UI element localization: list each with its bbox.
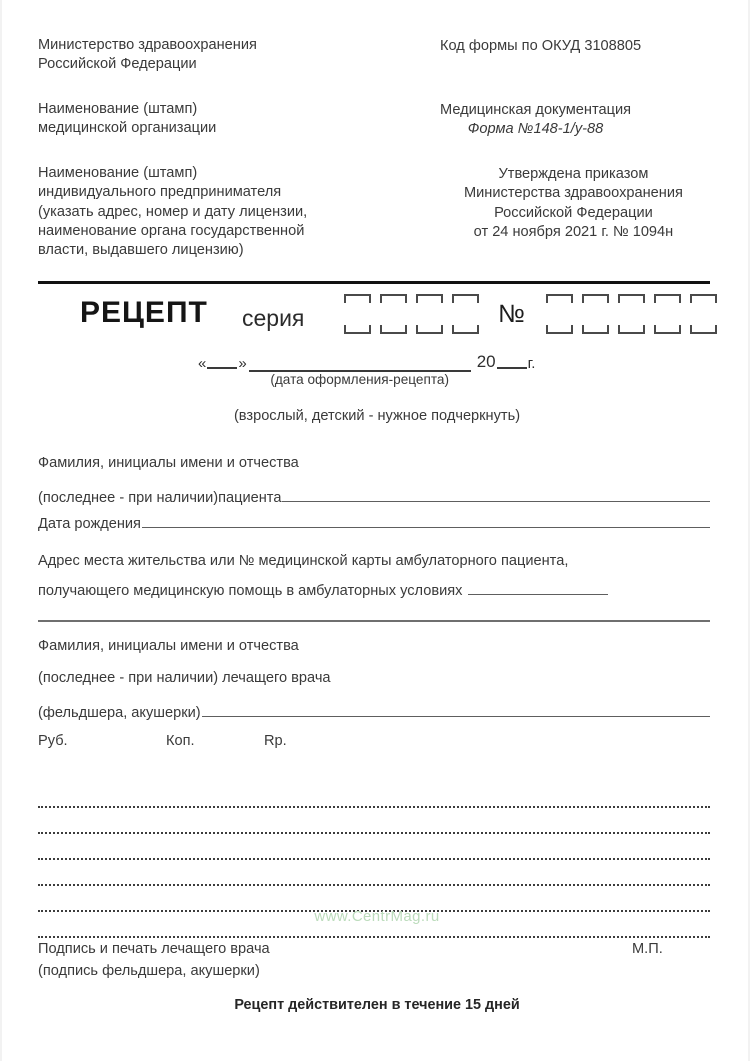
series-cell[interactable] (452, 294, 479, 334)
cell-bottom-bracket (452, 325, 479, 334)
date-month-field-wrapper[interactable] (249, 370, 471, 387)
patient-address-caption-row (38, 553, 710, 569)
approval-line-2: Министерства здравоохранения (464, 185, 683, 202)
prescription-line[interactable] (38, 860, 710, 886)
prescription-line[interactable] (38, 808, 710, 834)
page-title: РЕЦЕПТ (80, 296, 208, 329)
entrepreneur-line-2: индивидуального предпринимателя (38, 184, 282, 201)
date-year-prefix: 20 (476, 352, 496, 371)
number-cell[interactable] (654, 294, 681, 334)
patient-address-input[interactable] (468, 581, 608, 595)
doctor-signature-label: Подпись и печать лечащего врача (38, 941, 270, 957)
cell-bottom-bracket (618, 325, 645, 334)
entrepreneur-line-5: власти, выдавшего лицензию) (38, 242, 244, 258)
medical-documentation-block (440, 101, 631, 140)
patient-name-caption: Фамилия, инициалы имени и отчества (38, 455, 299, 471)
series-label: серия (242, 305, 305, 331)
cell-top-bracket (690, 294, 717, 303)
number-cell[interactable] (546, 294, 573, 334)
cell-top-bracket (618, 294, 645, 303)
ministry-block (38, 36, 257, 75)
cell-top-bracket (654, 294, 681, 303)
patient-name-label: (последнее - при наличии)пациента (38, 490, 282, 506)
watermark: www.CentrMag.ru (314, 908, 440, 925)
organization-stamp-line-1: Наименование (штамп) (38, 101, 198, 117)
series-cell[interactable] (380, 294, 407, 334)
number-label: № (498, 300, 525, 328)
rubles-label: Руб. (38, 733, 68, 749)
doctor-name-caption: Фамилия, инициалы имени и отчества (38, 638, 299, 654)
stamp-placeholder-label: М.П. (632, 941, 663, 957)
series-cell[interactable] (344, 294, 371, 334)
medical-documentation-label: Медицинская документация (440, 102, 632, 118)
prescription-line[interactable] (38, 834, 710, 860)
approval-line-1: Утверждена приказом (498, 166, 649, 182)
prescription-lines-area[interactable] (38, 782, 710, 938)
number-cell[interactable] (582, 294, 609, 334)
series-cell[interactable] (416, 294, 443, 334)
number-cell[interactable] (690, 294, 717, 334)
number-cell[interactable] (618, 294, 645, 334)
cell-bottom-bracket (344, 325, 371, 334)
patient-birthdate-row[interactable] (38, 514, 710, 532)
patient-address-field-row[interactable] (38, 581, 710, 599)
doctor-role-caption: (последнее - при наличии) лечащего врача (38, 670, 331, 686)
prescription-line[interactable] (38, 886, 710, 912)
doctor-name-field-row[interactable] (38, 703, 710, 721)
date-quote-close: » (238, 355, 247, 372)
entrepreneur-line-1: Наименование (штамп) (38, 165, 198, 181)
doctor-name-caption-row (38, 638, 710, 654)
date-row[interactable] (198, 352, 536, 387)
patient-address-label: получающего медицинскую помощь в амбулаторных условиях (38, 583, 463, 599)
patient-name-caption-row (38, 455, 710, 471)
cell-bottom-bracket (654, 325, 681, 334)
entrepreneur-stamp-block (38, 164, 307, 260)
date-quote-open: « (198, 355, 207, 372)
patient-birthdate-input[interactable] (142, 514, 710, 528)
form-number-label: Форма №148-1/у-88 (467, 121, 604, 138)
feldsher-label: (фельдшера, акушерки) (38, 705, 201, 721)
cell-top-bracket (380, 294, 407, 303)
cell-bottom-bracket (690, 325, 717, 334)
patient-birthdate-label: Дата рождения (38, 516, 141, 532)
approval-order-block (464, 165, 683, 242)
okud-code-text: Код формы по ОКУД 3108805 (440, 38, 642, 54)
cell-top-bracket (452, 294, 479, 303)
validity-note: Рецепт действителен в течение 15 дней (234, 997, 520, 1013)
date-caption: (дата оформления-рецепта) (270, 372, 450, 387)
prescription-line[interactable] (38, 782, 710, 808)
cell-bottom-bracket (582, 325, 609, 334)
cell-top-bracket (582, 294, 609, 303)
adult-child-note: (взрослый, детский - нужное подчеркнуть) (233, 408, 521, 424)
cell-top-bracket (546, 294, 573, 303)
patient-doctor-divider (38, 620, 710, 622)
organization-stamp-block (38, 100, 216, 139)
ministry-line-1: Министерство здравоохранения (38, 37, 257, 53)
patient-name-field-row[interactable] (38, 488, 710, 506)
number-cells-group[interactable] (546, 294, 717, 334)
doctor-role-caption-row (38, 670, 710, 686)
organization-stamp-line-2: медицинской организации (38, 120, 217, 137)
approval-line-3: Российской Федерации (494, 204, 653, 221)
cell-bottom-bracket (416, 325, 443, 334)
cell-bottom-bracket (380, 325, 407, 334)
patient-address-caption: Адрес места жительства или № медицинской карты амбулаторного пациента, (38, 553, 569, 569)
date-year-field[interactable] (497, 367, 527, 369)
entrepreneur-line-3: (указать адрес, номер и дату лицензии, (38, 203, 308, 220)
approval-line-4: от 24 ноября 2021 г. № 1094н (473, 223, 674, 240)
patient-name-input[interactable] (282, 488, 710, 502)
kopecks-label: Коп. (166, 733, 195, 749)
rp-label: Rp. (264, 733, 287, 749)
feldsher-signature-label: (подпись фельдшера, акушерки) (38, 963, 260, 979)
series-cells-group[interactable] (344, 294, 479, 334)
date-year-suffix: г. (527, 355, 536, 372)
prescription-line[interactable] (38, 912, 710, 938)
cell-top-bracket (416, 294, 443, 303)
okud-code-block (440, 37, 641, 56)
entrepreneur-line-4: наименование органа государственной (38, 222, 305, 239)
ministry-line-2: Российской Федерации (38, 56, 197, 73)
header-divider-thick (38, 281, 710, 284)
cell-top-bracket (344, 294, 371, 303)
date-day-field[interactable] (207, 367, 237, 369)
cell-bottom-bracket (546, 325, 573, 334)
doctor-name-input[interactable] (202, 703, 710, 717)
